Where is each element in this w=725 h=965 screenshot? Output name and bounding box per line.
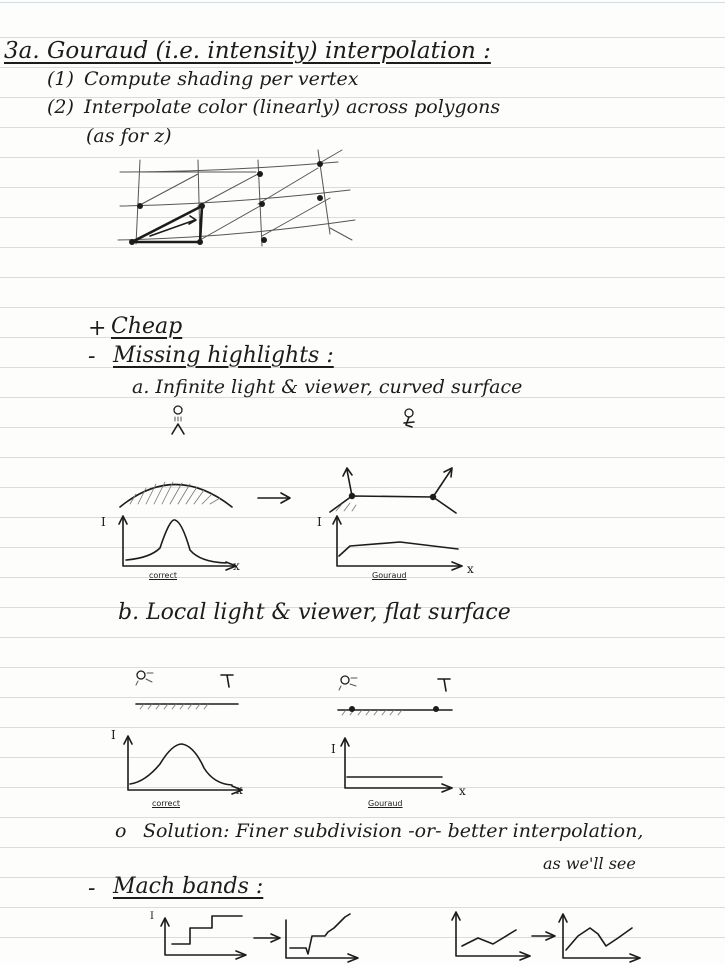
pros-sign: + (88, 316, 107, 341)
solution-text: Solution: Finer subdivision -or- better interpolation, (143, 820, 644, 842)
step-1-number: (1) (47, 68, 74, 90)
plot-caption-correct: correct (152, 799, 181, 808)
mach-sign: - (88, 876, 96, 901)
mach-band-sketch-perceived (286, 914, 358, 962)
arrow-icon (254, 934, 280, 942)
cons-text: Missing highlights : (113, 343, 334, 368)
light-bulb-icon (136, 671, 153, 685)
eye-icon (438, 679, 450, 691)
case-a-label: a. Infinite light & viewer, curved surface (132, 376, 523, 398)
light-bulb-icon (339, 676, 357, 690)
cons-sign: - (88, 344, 96, 369)
step-2-continuation: (as for z) (86, 125, 172, 147)
mach-text: Mach bands : (113, 874, 264, 899)
step-2-text: Interpolate color (linearly) across polygons (84, 96, 501, 118)
plot-caption-gouraud: Gouraud (368, 799, 403, 808)
solution-bullet: o (115, 820, 127, 842)
step-2-number: (2) (47, 96, 74, 118)
axis-x-label: x (467, 562, 474, 576)
axis-i-label: I (101, 515, 106, 529)
axis-x-label: x (459, 784, 466, 798)
light-bulb-icon (172, 406, 184, 434)
axis-x-label: x (236, 783, 243, 797)
mach-band-sketch-ramp (452, 912, 530, 960)
mach-band-sketch-staircase (161, 916, 246, 959)
axis-i-label: I (111, 728, 116, 742)
curved-surface (120, 482, 232, 507)
plot-gouraud-a (333, 516, 462, 570)
plot-correct-b (124, 736, 243, 797)
step-1-text: Compute shading per vertex (84, 68, 359, 90)
axis-x-label: x (233, 559, 240, 573)
axis-i-label: I (150, 911, 154, 922)
plot-correct-a (119, 516, 236, 570)
page-title: 3a. Gouraud (i.e. intensity) interpolation : (4, 38, 491, 64)
stick-figure-icon (404, 409, 414, 427)
arrow-icon (532, 932, 555, 940)
axis-i-label: I (331, 742, 336, 756)
axis-i-label: I (317, 515, 322, 529)
arrow-icon (258, 493, 290, 503)
plot-caption-correct: correct (149, 571, 178, 580)
plot-caption-gouraud: Gouraud (372, 571, 407, 580)
flat-polygon-approximation (330, 468, 456, 513)
plot-gouraud-b (341, 738, 452, 792)
flat-surface (136, 704, 238, 709)
eye-icon (221, 675, 233, 687)
mach-band-sketch-ramp-perceived (559, 914, 640, 962)
polygon-mesh (118, 150, 355, 246)
case-b-label: b. Local light & viewer, flat surface (118, 600, 511, 625)
solution-continuation: as we'll see (543, 854, 636, 873)
flat-surface-with-vertices (338, 706, 452, 715)
pros-text: Cheap (111, 314, 183, 339)
